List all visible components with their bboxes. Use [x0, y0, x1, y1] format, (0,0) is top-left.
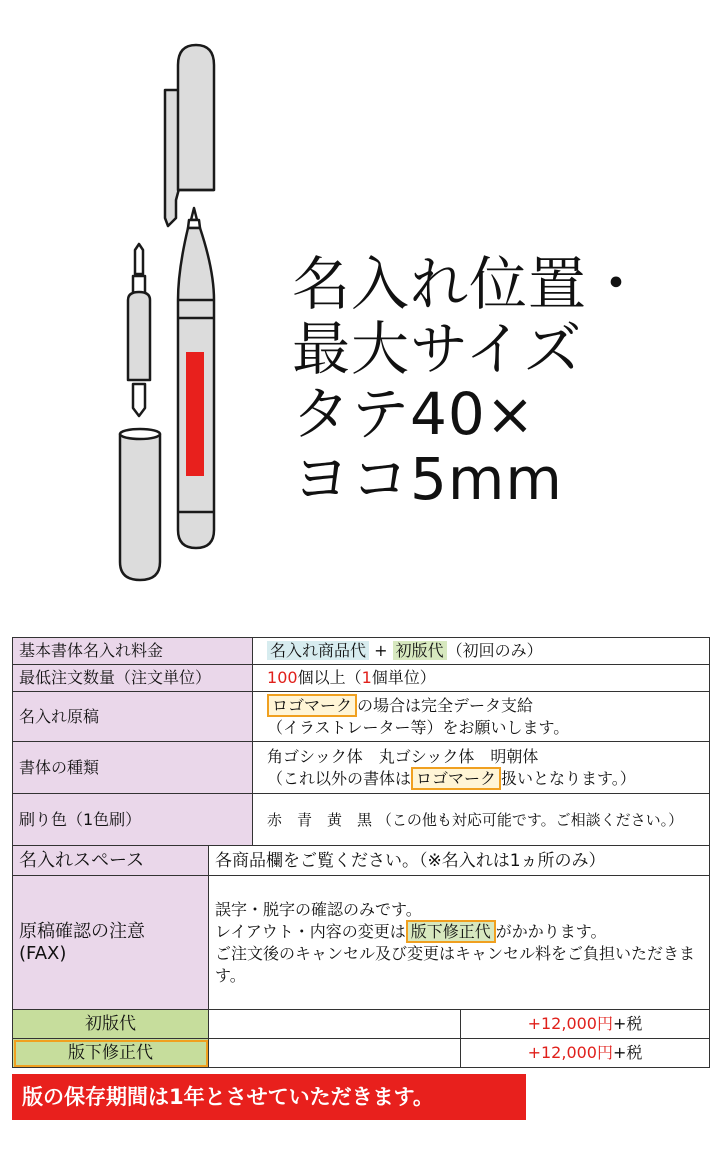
tag-plate-revision: 版下修正代	[406, 920, 496, 943]
cost-value-first-edition: +12,000円+税	[461, 1010, 710, 1039]
tag-logo-mark: ロゴマーク	[411, 767, 501, 790]
table-row	[13, 665, 710, 692]
table-row	[13, 1010, 710, 1039]
row-label-print-color: 刷り色（1色刷）	[13, 794, 253, 846]
screwdriver-shaft	[128, 292, 150, 380]
table-row	[13, 742, 710, 794]
row-label-font-type: 書体の種類	[13, 742, 253, 794]
screwdriver-tip	[135, 244, 143, 274]
row-value-proof-check: 誤字・脱字の確認のみです。 レイアウト・内容の変更は 版下修正代 がかかります。 ご注文後のキャンセル及び変更はキャンセル料をご負担いただきます。	[209, 876, 710, 1010]
table-row	[13, 692, 710, 742]
screwdriver-cap	[120, 434, 160, 580]
row-label-proof-check: 原稿確認の注意 (FAX)	[13, 876, 209, 1010]
pen-cap	[178, 45, 214, 190]
cost-label-plate-revision: 版下修正代	[13, 1039, 209, 1068]
cost-empty-cell	[209, 1010, 461, 1039]
headline-line-3: タテ40×	[292, 380, 536, 448]
print-area	[186, 352, 204, 476]
table-row	[13, 876, 710, 1010]
row-value-font-type: 角ゴシック体 丸ゴシック体 明朝体 （これ以外の書体は ロゴマーク 扱いとなります。）	[253, 742, 710, 794]
notice-banner: 版の保存期間は1年とさせていただきます。	[12, 1074, 526, 1120]
headline-line-2: 最大サイズ	[292, 315, 583, 383]
headline-line-4: ヨコ5mm	[292, 445, 563, 513]
table-row	[13, 1039, 710, 1068]
row-label-base-price: 基本書体名入れ料金	[13, 638, 253, 665]
row-value-min-order: 100個以上（1個単位）	[253, 665, 710, 692]
table-row	[13, 794, 710, 846]
headline	[292, 252, 712, 512]
row-label-min-order: 最低注文数量（注文単位）	[13, 665, 253, 692]
cost-empty-cell	[209, 1039, 461, 1068]
table-row	[13, 638, 710, 665]
spec-table	[12, 637, 710, 1068]
tag-logo-mark: ロゴマーク	[267, 694, 357, 717]
cost-label-first-edition: 初版代	[13, 1010, 209, 1039]
pen-tip	[191, 208, 197, 220]
row-value-print-space: 各商品欄をご覧ください。（※名入れは1ヵ所のみ）	[209, 846, 710, 876]
tag-first-edition: 初版代	[393, 641, 447, 660]
cost-value-plate-revision: +12,000円+税	[461, 1039, 710, 1068]
table-row	[13, 846, 710, 876]
row-value-print-color: 赤 青 黄 黒 （この他も対応可能です。ご相談ください。）	[253, 794, 710, 846]
headline-line-1: 名入れ位置・	[292, 250, 647, 318]
row-label-print-space: 名入れスペース	[13, 846, 209, 876]
row-value-base-price: 名入れ商品代 + 初版代 （初回のみ）	[253, 638, 710, 665]
tag-product-price: 名入れ商品代	[267, 641, 369, 660]
row-label-manuscript: 名入れ原稿	[13, 692, 253, 742]
row-value-manuscript: ロゴマーク の場合は完全データ支給 （イラストレーター等）をお願いします。	[253, 692, 710, 742]
